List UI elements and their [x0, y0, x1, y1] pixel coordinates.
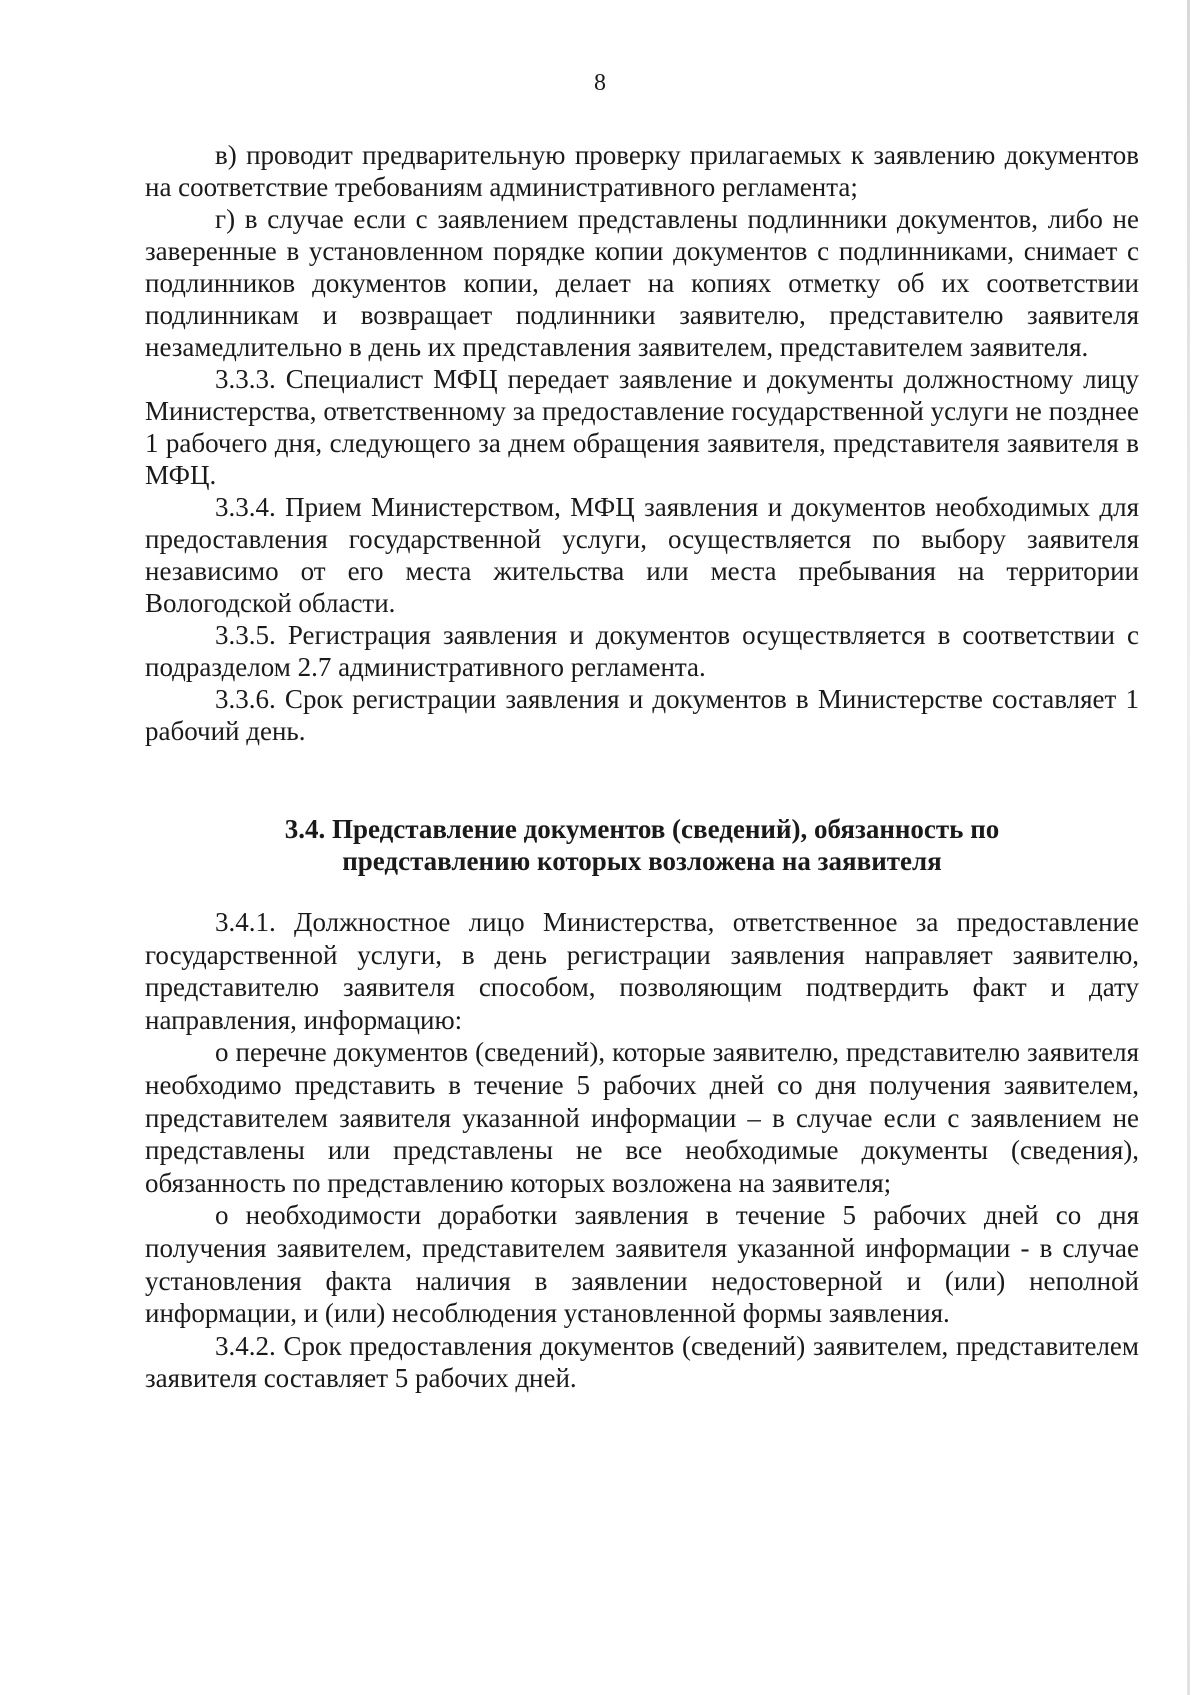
section-3-4-body [145, 906, 1139, 1395]
paragraph-3-3-g: г) в случае если с заявлением представлены подлинники документов, либо не заверенные в установленном порядке копии документов с подлинниками, снимает с подлинников документов копии, делает на копиях отметку об их соответствии подлинникам и возвращает подлинники заявителю, представителю заявителя незамедлительно в день их представления заявителем, представителем заявителя. [145, 204, 1139, 362]
paragraph-3-3-v: в) проводит предварительную проверку прилагаемых к заявлению документов на соответствие требованиям административного регламента; [145, 140, 1139, 202]
paragraph-3-3-4: 3.3.4. Прием Министерством, МФЦ заявления и документов необходимых для предоставления государственной услуги, осуществляется по выбору заявителя независимо от его места жительства или места пребывания на территории Вологодской области. [145, 492, 1139, 618]
section-3-4-heading [145, 813, 1139, 877]
paragraph-3-4-2: 3.4.2. Срок предоставления документов (сведений) заявителем, представителем заявителя составляет 5 рабочих дней. [145, 1330, 1139, 1394]
paragraph-3-4-1-list: о перечне документов (сведений), которые заявителю, представителю заявителя необходимо представить в течение 5 рабочих дней со дня получения заявителем, представителем заявителя указанной информации – в случае если с заявлением не представлены или представлены не все необходимые документы (сведения), обязанность по представлению которых возложена на заявителя; [145, 1037, 1139, 1198]
paragraph-3-4-1: 3.4.1. Должностное лицо Министерства, ответственное за предоставление государственной услуги, в день регистрации заявления направляет заявителю, представителю заявителя способом, позволяющим подтвердить факт и дату направления, информацию: [145, 907, 1139, 1035]
heading-line-1: 3.4. Представление документов (сведений), обязанность по [284, 814, 1000, 844]
paragraph-3-3-5: 3.3.5. Регистрация заявления и документов осуществляется в соответствии с подразделом 2.7 административного регламента. [145, 620, 1139, 682]
paragraph-3-3-6: 3.3.6. Срок регистрации заявления и документов в Министерстве составляет 1 рабочий день. [145, 684, 1139, 746]
paragraph-3-4-1-revision: о необходимости доработки заявления в течение 5 рабочих дней со дня получения заявителем, представителем заявителя указанной информации - в случае установления факта наличия в заявлении недостоверной и (или) неполной информации, и (или) несоблюдения установленной формы заявления. [145, 1200, 1139, 1329]
paragraph-3-3-3: 3.3.3. Специалист МФЦ передает заявление и документы должностному лицу Министерства, ответственному за предоставление государственной услуги не позднее 1 рабочего дня, следующего за днем обращения заявителя, представителя заявителя в МФЦ. [145, 364, 1139, 490]
page-number: 8 [594, 70, 606, 96]
scan-edge-line [1187, 0, 1190, 1695]
heading-line-2: представлению которых возложена на заявителя [342, 846, 942, 876]
section-3-3-body [145, 139, 1139, 747]
